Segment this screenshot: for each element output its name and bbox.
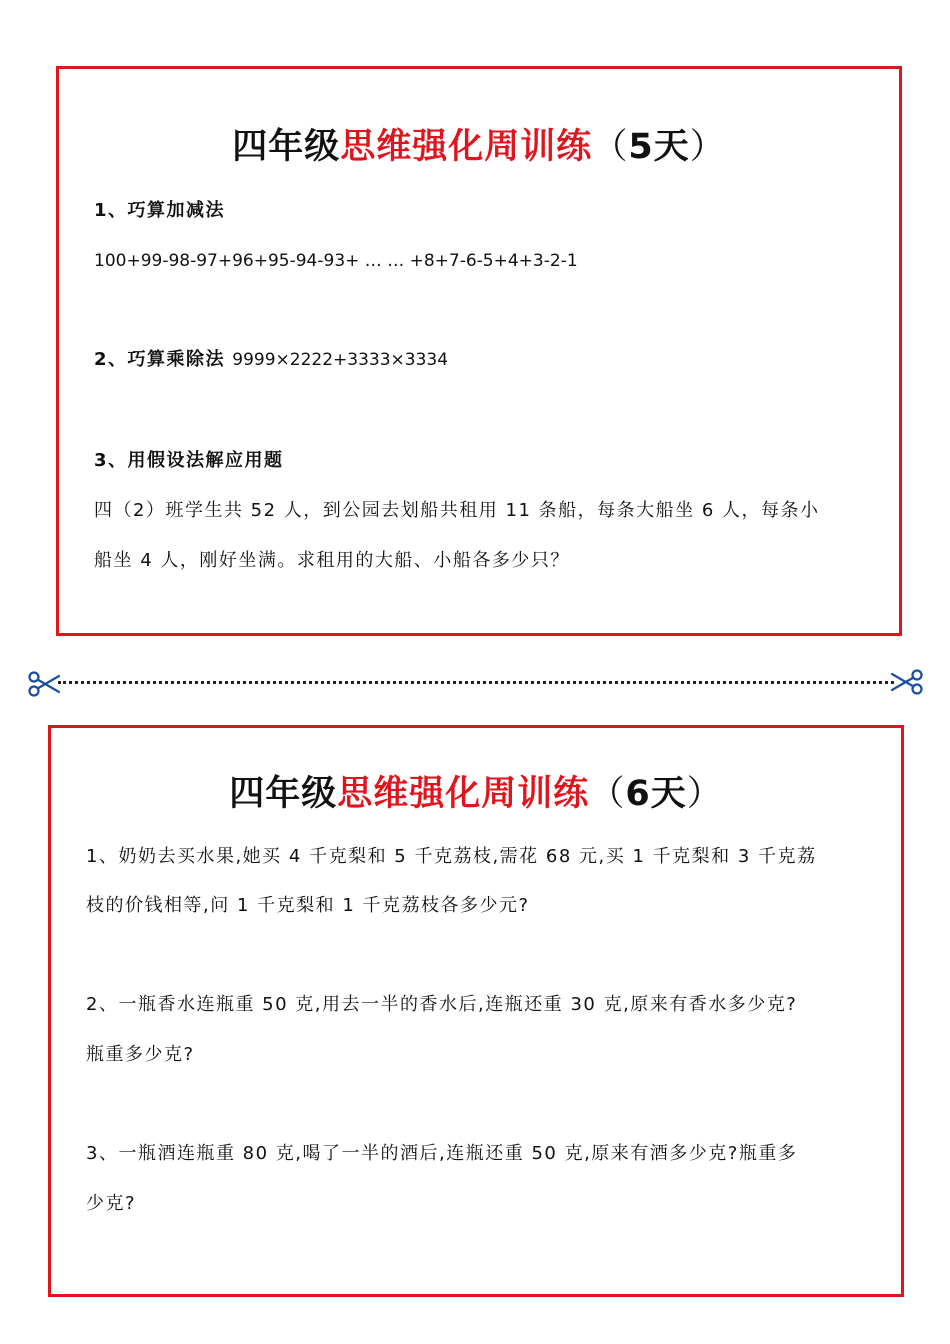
title-prefix: 四年级: [229, 774, 338, 814]
cut-line-divider: [58, 681, 894, 684]
worksheet-card-day6: [48, 725, 904, 1297]
title-prefix: 四年级: [232, 127, 341, 167]
question-1-line2: 枝的价钱相等,问 1 千克梨和 1 千克荔枝各多少元?: [86, 895, 530, 916]
title-paren-close: ）: [686, 774, 723, 814]
worksheet-card-day5: [56, 66, 902, 636]
question-2: [94, 348, 448, 372]
question-2-expression: 9999×2222+3333×3334: [232, 350, 449, 370]
question-2-line1: 2、一瓶香水连瓶重 50 克,用去一半的香水后,连瓶还重 30 克,原来有香水多少克?: [86, 994, 798, 1015]
question-3-text-line2: 船坐 4 人，刚好坐满。求租用的大船、小船各多少只？: [94, 550, 570, 571]
question-3-line2: 少克?: [86, 1193, 137, 1214]
title-highlight: 思维强化周训练: [340, 127, 593, 167]
title-days: 5天: [628, 127, 690, 167]
question-3-heading: 3、用假设法解应用题: [94, 450, 284, 471]
title-paren-open: （: [592, 127, 629, 167]
question-1-line1: 1、奶奶去买水果,她买 4 千克梨和 5 千克荔枝,需花 68 元,买 1 千克梨和 3 千克荔: [86, 846, 817, 867]
card-title: [59, 119, 899, 169]
question-2-line2: 瓶重多少克?: [86, 1044, 195, 1065]
title-highlight: 思维强化周训练: [337, 774, 590, 814]
card-title: [51, 766, 901, 816]
title-paren-open: （: [589, 774, 626, 814]
question-1-heading: 1、巧算加减法: [94, 200, 226, 221]
question-1-expression: 100+99-98-97+96+95-94-93+ … … +8+7-6-5+4+3-2-1: [94, 251, 578, 271]
title-days: 6天: [625, 774, 687, 814]
question-2-heading: 2、巧算乘除法: [94, 349, 226, 370]
scissors-icon: [27, 671, 61, 697]
question-3-line1: 3、一瓶酒连瓶重 80 克,喝了一半的酒后,连瓶还重 50 克,原来有酒多少克?瓶重多: [86, 1143, 798, 1164]
question-3-text-line1: 四（2）班学生共 52 人，到公园去划船共租用 11 条船，每条大船坐 6 人，每条小: [94, 500, 820, 521]
scissors-icon: [890, 669, 924, 695]
title-paren-close: ）: [689, 127, 726, 167]
